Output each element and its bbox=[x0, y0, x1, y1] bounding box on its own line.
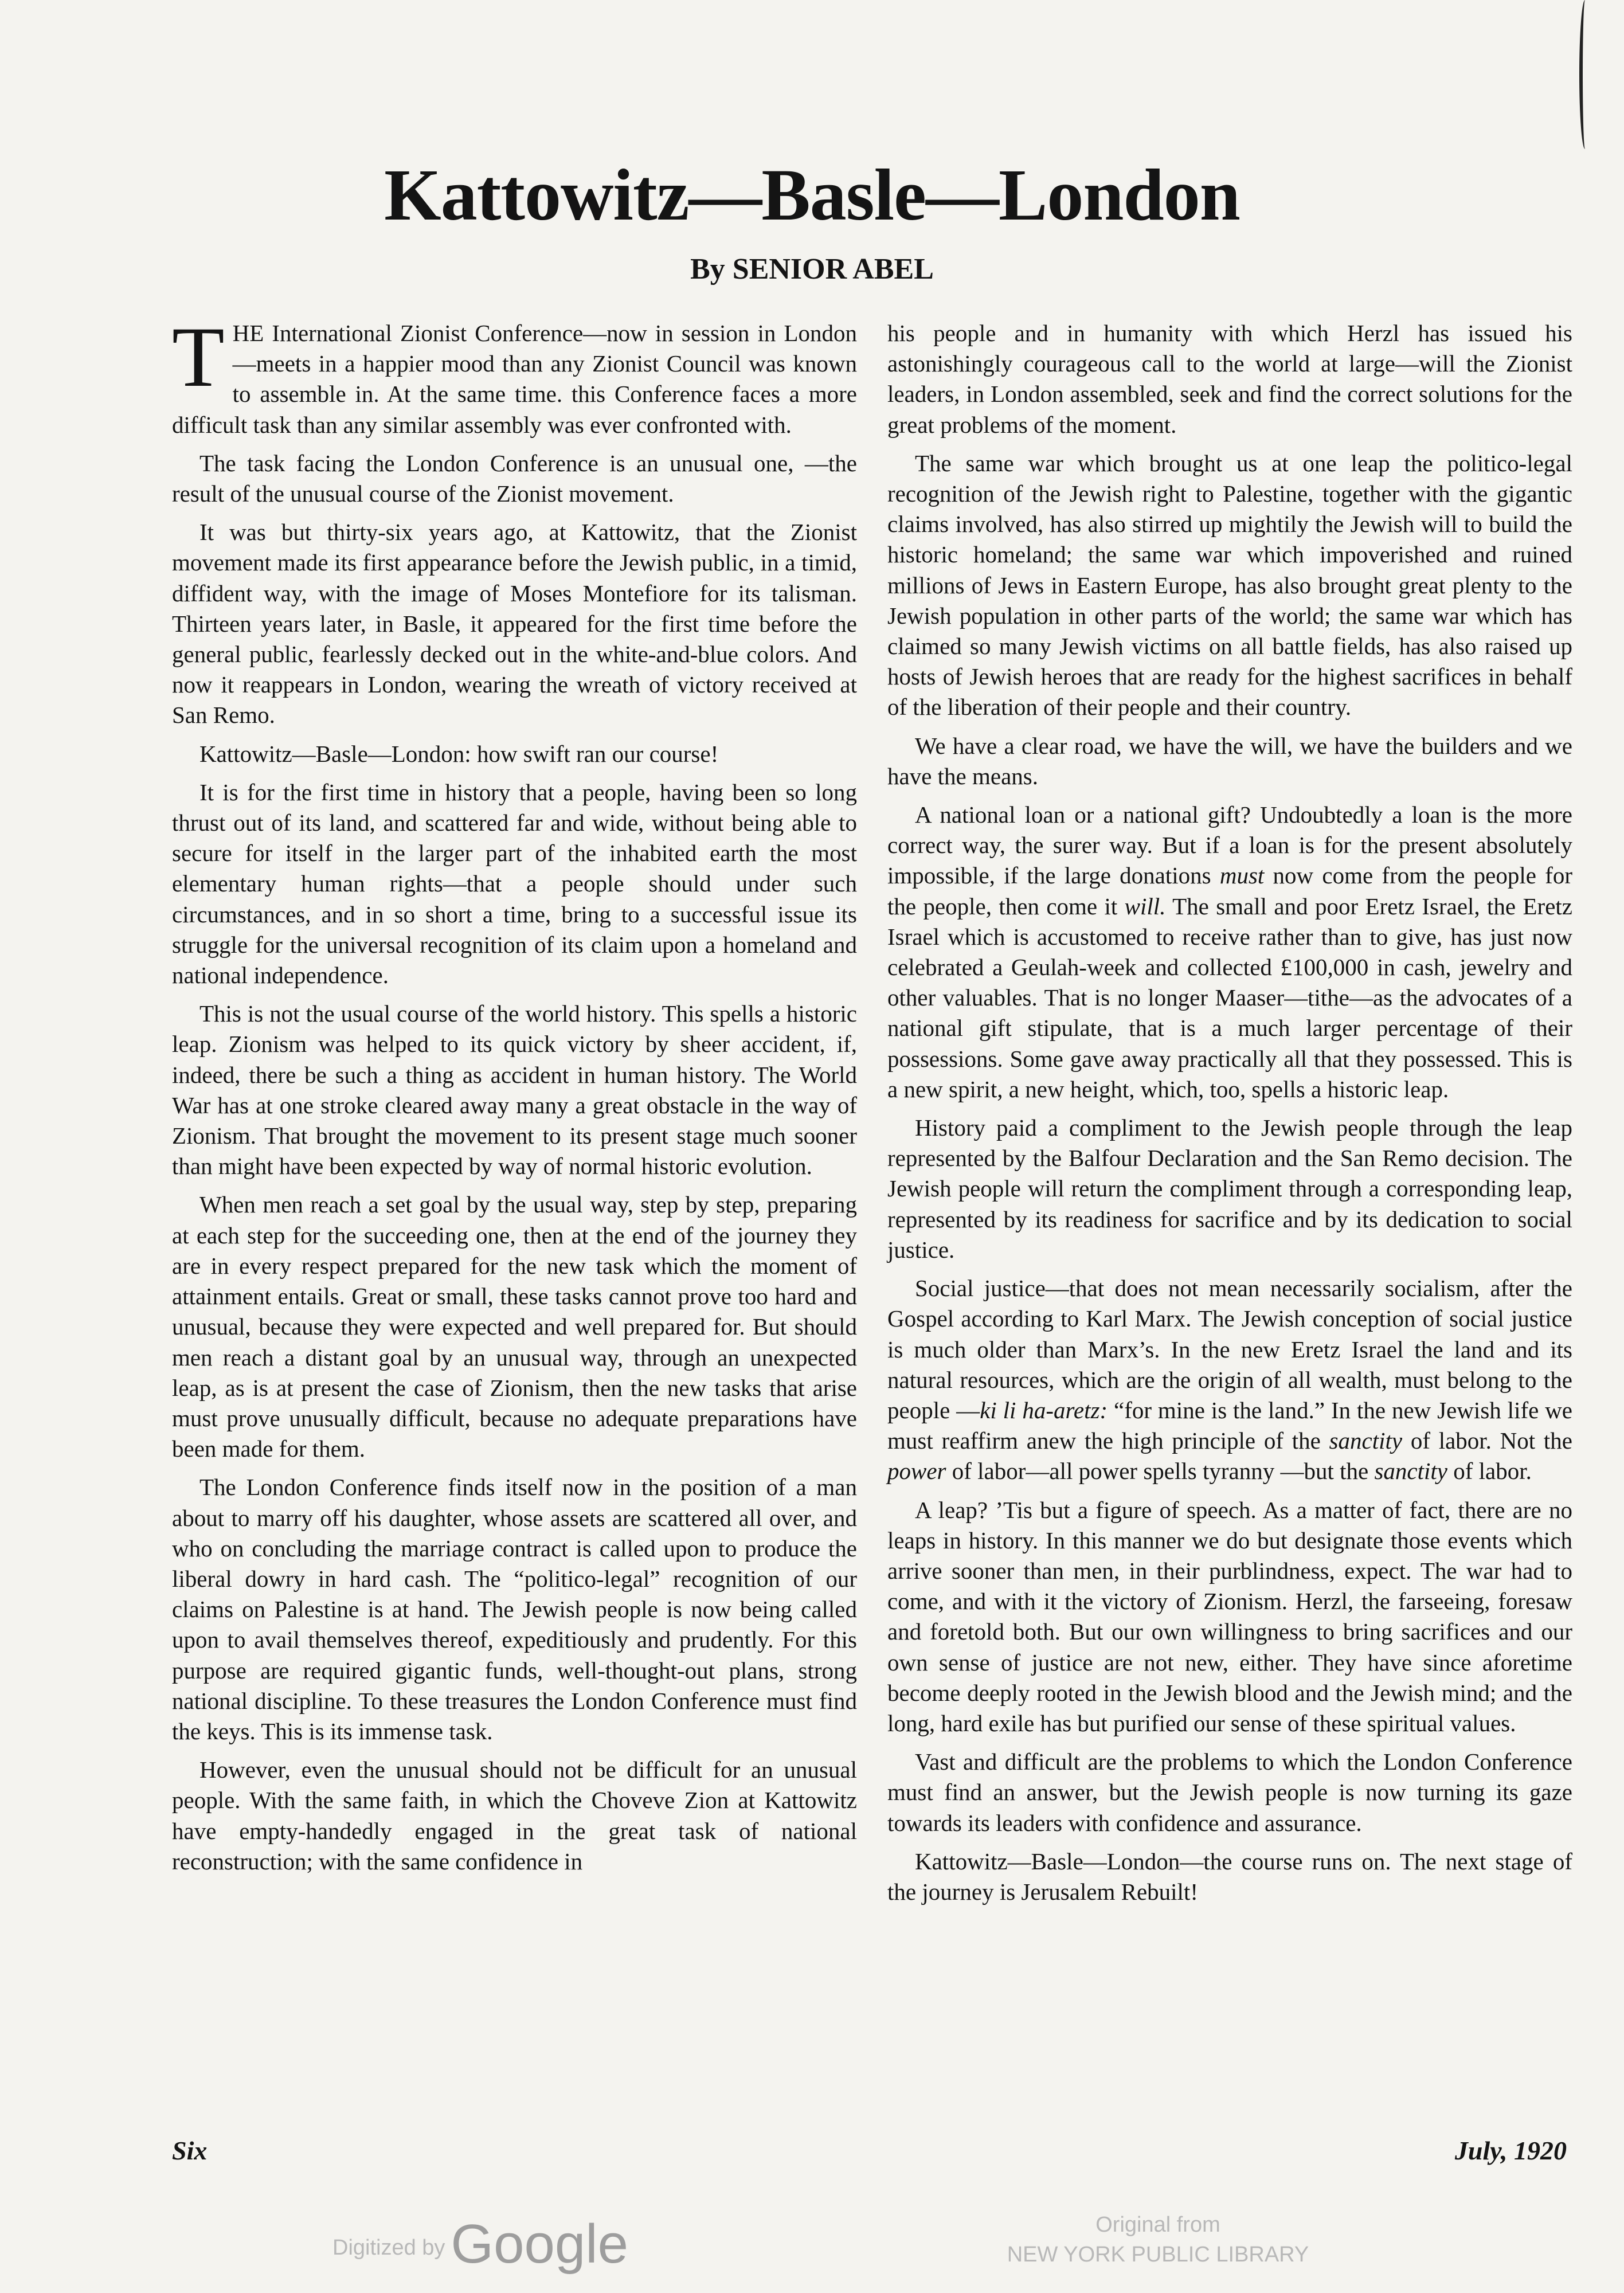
text-run: now come from the people for the people, then come it bbox=[887, 862, 1572, 919]
paragraph: When men reach a set goal by the usual way, step by step, preparing at each step for the succeeding one, then at the end of the journey they are in every respect prepared for the new task which the moment of attainment entails. Great or small, these tasks cannot prove too hard and unusual, because they were expected and well prepared for. But should men reach a distant goal by an unusual way, through an unexpected leap, as is at present the case of Zionism, then the new tasks that arise must prove unusually difficult, because no adequate preparations have been made for them. bbox=[172, 1191, 857, 1462]
paragraph bbox=[172, 310, 857, 440]
text-run: A national loan or a national gift? Undoubtedly a loan is the more correct way, the surer way. But if a loan is for the present absolutely impossible, if the large donations bbox=[887, 801, 1572, 889]
paragraph: It is for the first time in history that a people, having been so long thrust out of its land, and scattered far and wide, without being able to secure for itself in the larger part of the inhabited earth the most elementary human rights—that a people should under such circumstances, and in so short a time, bring to a successful issue its struggle for the universal recognition of its claim upon a homeland and national independence. bbox=[172, 778, 857, 989]
text-run: Social justice—that does not mean necessarily socialism, after the Gospel according to Karl Marx. The Jewish conception of social justice is much older than Marx’s. In the new Eretz Israel the land and its natural resources, which are the origin of all wealth, must belong to the people — bbox=[887, 1275, 1572, 1423]
right-column bbox=[887, 318, 1572, 1915]
text-run: “for mine is the land.” In the new Jewish life we must reaffirm anew the high principle of the bbox=[887, 1396, 1573, 1454]
drop-cap: T bbox=[172, 310, 225, 405]
paragraph: The London Conference finds itself now in the position of a man about to marry off his daughter, whose assets are scattered all over, and who on concluding the marriage contract is called upon to produce the liberal dowry in hard cash. The “politico-legal” recognition of our claims on Palestine is at hand. The Jewish people is now being called upon to avail themselves thereof, expeditiously and prudently. For this purpose are required gigantic funds, well-thought-out plans, strong national discipline. To these treasures the London Conference must find the keys. This is its immense task. bbox=[172, 1474, 857, 1744]
article-title: Kattowitz—Basle—London bbox=[384, 154, 1240, 236]
text-run: of labor. Not the bbox=[1402, 1427, 1572, 1454]
paragraph: The task facing the London Conference is an unusual one, —the result of the unusual course of the Zionist movement. bbox=[172, 449, 857, 507]
library-name: NEW YORK PUBLIC LIBRARY bbox=[1007, 2243, 1309, 2267]
paragraph: History paid a compliment to the Jewish people through the leap represented by the Balfour Declaration and the San Remo decision. The Jewish people will return the compliment through a corresponding leap, represented by its readiness for sacrifice and by its dedication to social justice. bbox=[887, 1114, 1572, 1263]
article-byline: By SENIOR ABEL bbox=[690, 253, 934, 285]
paragraph: This is not the usual course of the world history. This spells a historic leap. Zionism was helped to its quick victory by sheer accident, if, indeed, there be such a thing as accident in human history. The World War has at one stroke cleared away many a great obstacle in the way of Zionism. That brought the movement to its present stage much sooner than might have been expected by way of normal historic evolution. bbox=[172, 1000, 857, 1180]
issue-date: July, 1920 bbox=[1454, 2136, 1567, 2165]
paragraph: his people and in humanity with which Herzl has issued his astonishingly courageous call to the world at large—will the Zionist leaders, in London assembled, seek and find the correct solutions for the great problems of the moment. bbox=[887, 320, 1572, 438]
text-run: of labor. bbox=[1447, 1458, 1532, 1485]
text-run: The small and poor Eretz Israel, the Eretz Israel which is accustomed to receive rather than to give, has just now celebrated a Geulah-week and collected £100,000 in cash, jewelry and other valuables. That is no longer Maaser—tithe—as the advocates of a national gift stipulate, that is a much larger percentage of their possessions. Some gave away practically all that they possessed. This is a new spirit, a new height, which, too, spells a historic leap. bbox=[887, 893, 1572, 1102]
margin-mark bbox=[1579, 0, 1591, 149]
text-run: of labor—all power spells tyranny —but the bbox=[946, 1458, 1375, 1485]
italic-run: ki li ha-aretz: bbox=[980, 1396, 1108, 1423]
paragraph: The same war which brought us at one leap the politico-legal recognition of the Jewish right to Palestine, together with the gigantic claims involved, has also stirred up mightily the Jewish will to build the historic homeland; the same war which impoverished and ruined millions of Jews in Eastern Europe, has also brought great plenty to the Jewish population in other parts of the world; the same war which has claimed so many Jewish victims on all battle fields, has also raised up hosts of Jewish heroes that are ready for the highest sacrifices in behalf of the liberation of their people and their country. bbox=[887, 449, 1572, 721]
paragraph: A leap? ’Tis but a figure of speech. As a matter of fact, there are no leaps in history. In this manner we do but designate those events which arrive sooner than men, in their purblindness, expect. The war had to come, and with it the victory of Zionism. Herzl, the farseeing, foresaw and foretold both. But our own willingness to bring sacrifices and our own sense of justice are not new, either. They have since aforetime become deeply rooted in the Jewish blood and the Jewish mind; and the long, hard exile has but purified our sense of these spiritual values. bbox=[887, 1496, 1572, 1736]
paragraph: Vast and difficult are the problems to which the London Conference must find an answer, but the Jewish people is now turning its gaze towards its leaders with confidence and assurance. bbox=[887, 1748, 1572, 1836]
paragraph: Kattowitz—Basle—London—the course runs on. The next stage of the journey is Jerusalem Rebuilt! bbox=[887, 1848, 1572, 1905]
paragraph: However, even the unusual should not be difficult for an unusual people. With the same faith, in which the Choveve Zion at Kattowitz have empty-handedly engaged in the great task of national reconstruction; with the same confidence in bbox=[172, 1756, 857, 1875]
italic-run: power bbox=[887, 1458, 946, 1485]
original-from-label: Original from bbox=[1095, 2213, 1220, 2237]
page-number: Six bbox=[172, 2136, 208, 2165]
digitized-label: Digitized by bbox=[332, 2236, 445, 2260]
paragraph: Kattowitz—Basle—London: how swift ran our course! bbox=[199, 740, 719, 767]
paragraph bbox=[887, 800, 1572, 1105]
google-logo: Google bbox=[451, 2213, 628, 2275]
paragraph bbox=[887, 1273, 1572, 1486]
italic-run: sanctity bbox=[1374, 1458, 1447, 1485]
italic-run: will. bbox=[1124, 893, 1166, 919]
library-watermark bbox=[969, 2210, 1347, 2269]
paragraph: We have a clear road, we have the will, we have the builders and we have the means. bbox=[887, 732, 1572, 789]
italic-run: must bbox=[1219, 862, 1265, 889]
paragraph-text: HE International Zionist Conference—now in session in London—meets in a happier mood than any Zionist Council was known to assemble in. At the same time. this Conference faces a more difficult task than any similar assembly was ever confronted with. bbox=[172, 320, 857, 438]
paragraph: It was but thirty-six years ago, at Kattowitz, that the Zionist movement made its first appearance before the Jewish public, in a timid, diffident way, with the image of Moses Montefiore for its talisman. Thirteen years later, in Basle, it appeared for the first time before the general public, fearlessly decked out in the white-and-blue colors. And now it reappears in London, wearing the wreath of victory received at San Remo. bbox=[172, 519, 857, 729]
left-column bbox=[172, 310, 857, 1885]
digitized-watermark bbox=[332, 2213, 628, 2276]
italic-run: sanctity bbox=[1329, 1427, 1403, 1454]
